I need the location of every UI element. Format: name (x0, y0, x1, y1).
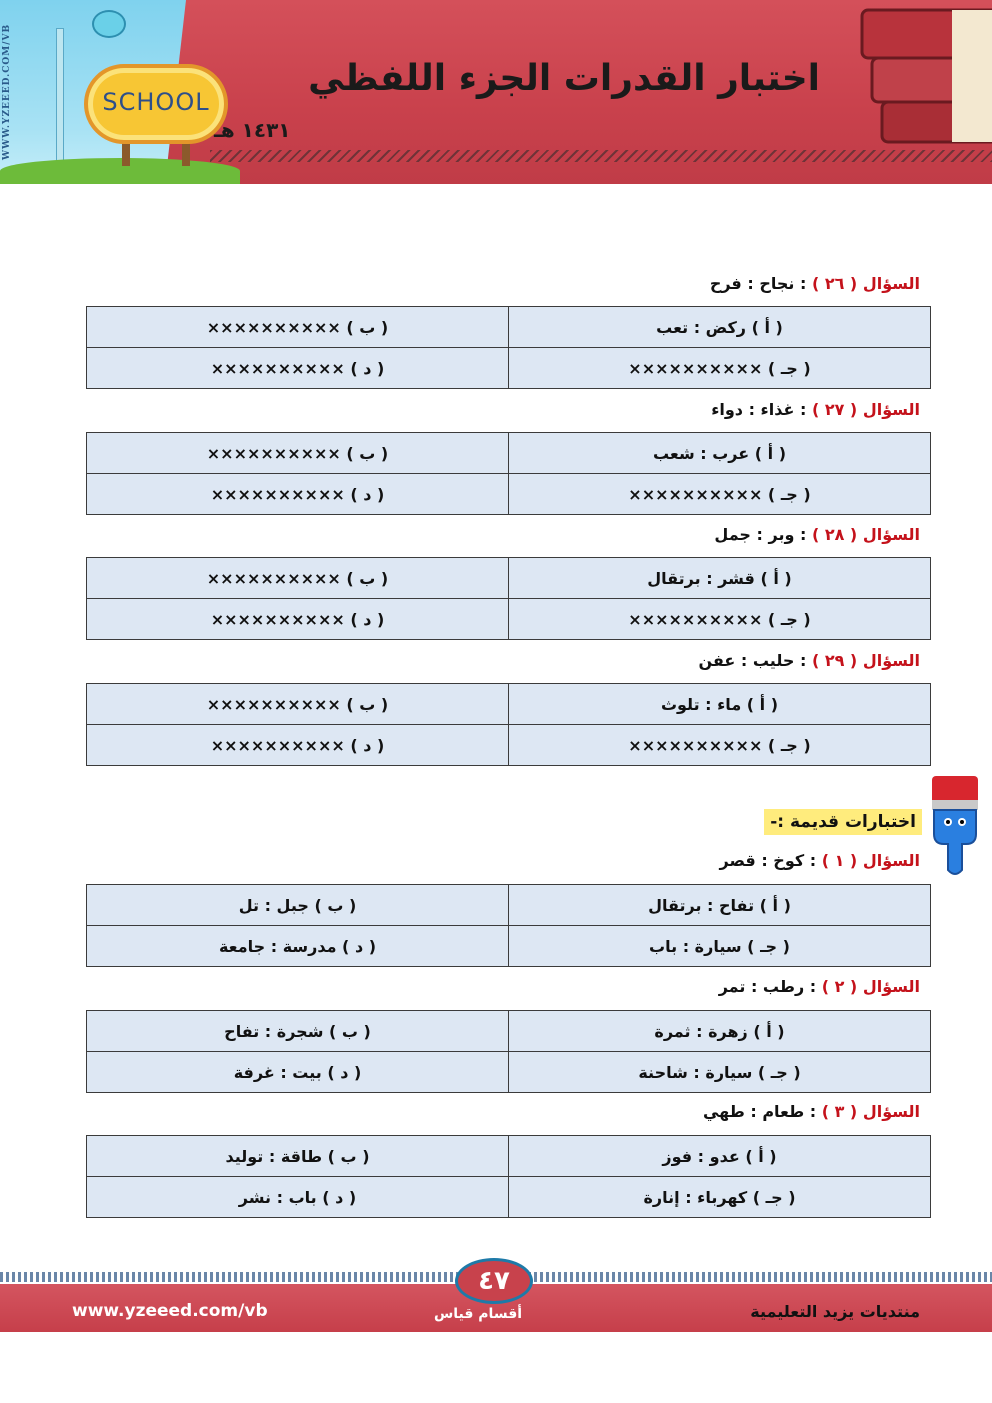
option-b[interactable]: ( ب ) ×××××××××× (87, 433, 509, 474)
option-a[interactable]: ( أ ) زهرة : ثمرة (509, 1011, 931, 1052)
option-b[interactable]: ( ب ) ×××××××××× (87, 307, 509, 348)
option-a[interactable]: ( أ ) ماء : تلوث (509, 684, 931, 725)
option-b[interactable]: ( ب ) ×××××××××× (87, 558, 509, 599)
option-c[interactable]: ( جـ ) ×××××××××× (509, 599, 931, 640)
option-a[interactable]: ( أ ) قشر : برتقال (509, 558, 931, 599)
question-label (703, 1102, 920, 1121)
question-word: السؤال (862, 525, 920, 544)
question-number: ( ٢ ) (821, 977, 858, 996)
option-c[interactable]: ( جـ ) ×××××××××× (509, 474, 931, 515)
hijri-year: ١٤٣١ هـ (214, 118, 291, 142)
question-pair: : وبر : جمل (714, 525, 807, 544)
option-c[interactable]: ( جـ ) ×××××××××× (509, 348, 931, 389)
question-pair: : نجاح : فرح (709, 274, 807, 293)
old-tests-heading: اختبارات قديمة :- (764, 809, 922, 835)
side-watermark-url: WWW.YZEEED.COM/VB (2, 23, 12, 161)
footer-url-link[interactable]: www.yzeeed.com/vb (72, 1301, 268, 1321)
grass-illustration (0, 158, 240, 184)
option-b[interactable]: ( ب ) ×××××××××× (87, 684, 509, 725)
question-number: ( ٢٦ ) (811, 274, 858, 293)
option-a[interactable]: ( أ ) تفاح : برتقال (509, 885, 931, 926)
question-number: ( ٣ ) (821, 1102, 858, 1121)
question-label (714, 525, 920, 544)
options-table (86, 683, 931, 766)
question-word: السؤال (862, 851, 920, 870)
question-number: ( ١ ) (821, 851, 858, 870)
page-number: ٤٧ (455, 1258, 533, 1304)
question-label (711, 400, 920, 419)
option-a[interactable]: ( أ ) ركض : تعب (509, 307, 931, 348)
question-pair: : غذاء : دواء (711, 400, 807, 419)
options-table (86, 432, 931, 515)
school-sign-logo (84, 64, 228, 144)
question-label (710, 274, 920, 293)
option-d[interactable]: ( د ) باب : نشر (87, 1177, 509, 1218)
option-b[interactable]: ( ب ) طاقة : توليد (87, 1136, 509, 1177)
option-c[interactable]: ( جـ ) ×××××××××× (509, 725, 931, 766)
options-table (86, 557, 931, 640)
option-c[interactable]: ( جـ ) سيارة : شاحنة (509, 1052, 931, 1093)
options-table (86, 884, 931, 967)
question-pair: : كوخ : قصر (719, 851, 817, 870)
question-label (698, 651, 920, 670)
option-c[interactable]: ( جـ ) سيارة : باب (509, 926, 931, 967)
options-table (86, 1135, 931, 1218)
option-c[interactable]: ( جـ ) كهرباء : إنارة (509, 1177, 931, 1218)
options-table (86, 1010, 931, 1093)
footer-section-name: أقسام قياس (433, 1306, 523, 1322)
decorative-zigzag (210, 150, 992, 162)
question-pair: : حليب : عفن (698, 651, 807, 670)
question-pair: : طعام : طهي (702, 1102, 817, 1121)
lamp-post-illustration (56, 28, 64, 170)
footer-forum-name: منتديات يزيد التعليمية (750, 1302, 920, 1321)
question-word: السؤال (862, 651, 920, 670)
question-number: ( ٢٩ ) (811, 651, 858, 670)
option-d[interactable]: ( د ) ×××××××××× (87, 348, 509, 389)
option-d[interactable]: ( د ) بيت : غرفة (87, 1052, 509, 1093)
option-a[interactable]: ( أ ) عرب : شعب (509, 433, 931, 474)
option-a[interactable]: ( أ ) عدو : فوز (509, 1136, 931, 1177)
question-word: السؤال (862, 400, 920, 419)
question-label (720, 851, 920, 870)
question-word: السؤال (862, 274, 920, 293)
option-d[interactable]: ( د ) مدرسة : جامعة (87, 926, 509, 967)
question-pair: : رطب : تمر (718, 977, 817, 996)
option-d[interactable]: ( د ) ×××××××××× (87, 599, 509, 640)
school-sign-text: SCHOOL (102, 88, 210, 116)
question-number: ( ٢٧ ) (811, 400, 858, 419)
option-b[interactable]: ( ب ) جبل : تل (87, 885, 509, 926)
options-table (86, 306, 931, 389)
option-d[interactable]: ( د ) ×××××××××× (87, 725, 509, 766)
question-word: السؤال (862, 1102, 920, 1121)
paintbrush-icon (926, 774, 984, 878)
question-word: السؤال (862, 977, 920, 996)
option-d[interactable]: ( د ) ×××××××××× (87, 474, 509, 515)
page-title: اختبار القدرات الجزء اللفظي (308, 58, 820, 99)
option-b[interactable]: ( ب ) شجرة : تفاح (87, 1011, 509, 1052)
header-banner (0, 0, 992, 184)
question-label (719, 977, 920, 996)
question-number: ( ٢٨ ) (811, 525, 858, 544)
lamp-illustration (92, 10, 126, 38)
